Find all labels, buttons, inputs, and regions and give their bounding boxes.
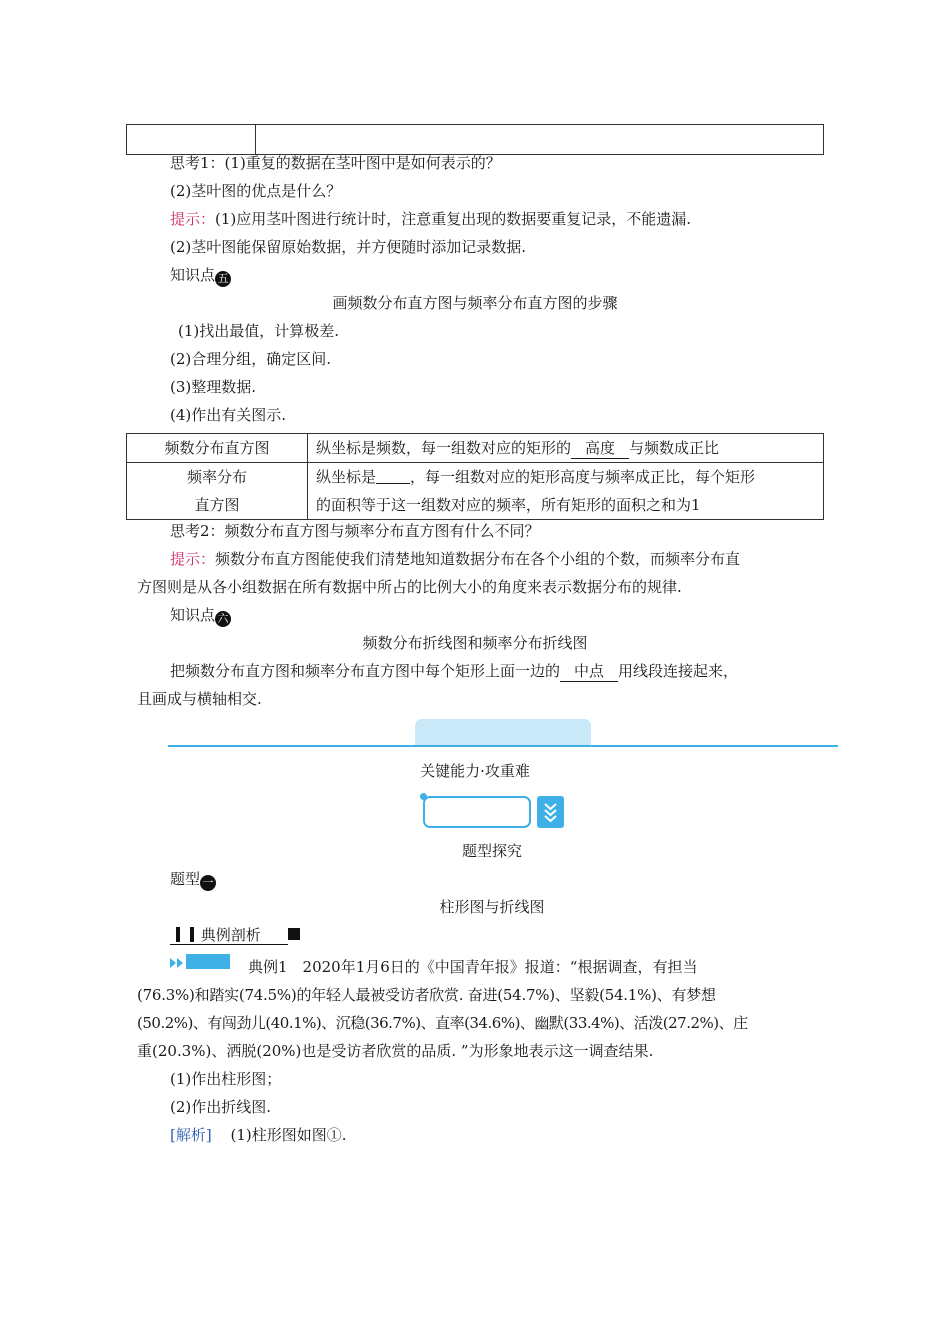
example1-line-4: 重(20.3%)、洒脱(20%)也是受访者欣赏的品质. ”为形象地表示这一调查结果. xyxy=(137,1042,654,1060)
analysis-tag-text: 典例剖析 xyxy=(200,926,261,944)
kp5-step-4: (4)作出有关图示. xyxy=(170,406,287,424)
kp6-p1-pre: 把频数分布直方图和频率分布直方图中每个矩形上面一边的 xyxy=(170,662,561,680)
kp6-number-icon: 六 xyxy=(215,611,231,627)
topic1-number-icon: 一 xyxy=(200,875,216,891)
hist-row1-post: 与频数成正比 xyxy=(629,439,720,457)
kp5-title: 画频数分布直方图与频率分布直方图的步骤 xyxy=(332,294,618,312)
hint-label: 提示： xyxy=(170,550,216,568)
think1-answer-2: (2)茎叶图能保留原始数据，并方便随时添加记录数据. xyxy=(170,238,527,256)
hist-row1-pre: 纵坐标是频数，每一组数对应的矩形的 xyxy=(316,439,572,457)
hist-row1-desc xyxy=(308,434,824,463)
kp5-step-1: (1)找出最值，计算极差. xyxy=(178,322,340,340)
think1-answer-1 xyxy=(170,208,691,230)
hist-row2-post: ，每一组数对应的矩形高度与频率成正比，每个矩形 xyxy=(410,468,756,486)
hist-row2-desc xyxy=(308,463,824,520)
kp6-paragraph-1 xyxy=(170,660,738,682)
hist-row2-name-b: 直方图 xyxy=(194,496,240,514)
fast-forward-icon xyxy=(170,955,184,967)
topic1-label xyxy=(170,868,216,891)
kp5-label-text: 知识点 xyxy=(170,266,216,284)
think2-answer-2: 方图则是从各小组数据在所有数据中所占的比例大小的角度来表示数据分布的规律. xyxy=(137,578,682,596)
section-tab-decoration xyxy=(415,719,591,746)
kp5-step-3: (3)整理数据. xyxy=(170,378,257,396)
hint-label: 提示： xyxy=(170,210,216,228)
top-table xyxy=(126,124,824,155)
analysis-tag-rule xyxy=(170,944,288,945)
hist-row1-fill: 高度 xyxy=(571,438,629,459)
analysis-bars-icon-2 xyxy=(190,927,194,942)
kp6-p1-post: 用线段连接起来， xyxy=(618,662,739,680)
example-badge xyxy=(186,954,230,969)
kp6-label xyxy=(170,604,231,627)
think1-question-1: 思考1：(1)重复的数据在茎叶图中是如何表示的？ xyxy=(170,154,501,172)
hist-row2-name xyxy=(127,463,308,520)
section-divider xyxy=(168,745,838,747)
section-heading: 关键能力·攻重难 xyxy=(420,762,530,780)
think1-question-2: (2)茎叶图的优点是什么？ xyxy=(170,182,342,200)
top-table-cell-2 xyxy=(256,125,824,155)
kp6-label-text: 知识点 xyxy=(170,606,216,624)
dot-icon xyxy=(420,793,427,800)
example1-line-3: (50.2%)、有闯劲儿(40.1%)、沉稳(36.7%)、直率(34.6%)、幽默(33.4%)、活泼(27.2%)、庄 xyxy=(137,1014,748,1032)
kp5-number-icon: 五 xyxy=(215,271,231,287)
hist-row2-pre: 纵坐标是 xyxy=(316,468,377,486)
hist-row2-line1 xyxy=(316,463,815,491)
example1-question-1: (1)作出柱形图； xyxy=(170,1070,282,1088)
think2-answer-1 xyxy=(170,548,740,570)
solution-text: (1)柱形图如图①. xyxy=(230,1126,347,1144)
topic1-title: 柱形图与折线图 xyxy=(439,898,545,916)
kp6-title: 频数分布折线图和频率分布折线图 xyxy=(362,634,588,652)
example1-line-2: (76.3%)和踏实(74.5%)的年轻人最被受访者欣赏. 奋进(54.7%)、坚毅(54.1%)、有梦想 xyxy=(137,986,716,1004)
analysis-bars-icon xyxy=(176,927,180,942)
think2-question: 思考2：频数分布直方图与频率分布直方图有什么不同？ xyxy=(170,522,540,540)
section-box-decoration xyxy=(423,796,531,828)
example1-question-2: (2)作出折线图. xyxy=(170,1098,272,1116)
example1-line-1: 典例1 2020年1月6日的《中国青年报》报道：“根据调查，有担当 xyxy=(248,958,698,976)
chevron-down-icon xyxy=(537,796,564,828)
hist-row2-blank xyxy=(376,465,410,484)
topic1-label-text: 题型 xyxy=(170,870,201,888)
square-icon xyxy=(288,928,300,940)
kp6-paragraph-2: 且画成与横轴相交. xyxy=(137,690,262,708)
think1-answer-1-text: (1)应用茎叶图进行统计时，注意重复出现的数据要重复记录，不能遗漏. xyxy=(215,210,692,228)
think2-answer-1-text: 频数分布直方图能使我们清楚地知道数据分布在各个小组的个数，而频率分布直 xyxy=(215,550,741,568)
hist-row2-line2: 的面积等于这一组数对应的频率，所有矩形的面积之和为1 xyxy=(316,496,701,514)
section-subheading: 题型探究 xyxy=(461,842,522,860)
kp6-p1-fill: 中点 xyxy=(560,661,618,682)
kp5-step-2: (2)合理分组，确定区间. xyxy=(170,350,332,368)
kp5-label xyxy=(170,264,231,287)
solution-label: [解析] xyxy=(170,1126,212,1144)
hist-row2-name-a: 频率分布 xyxy=(186,468,247,486)
hist-row1-name: 频数分布直方图 xyxy=(127,434,308,463)
histogram-table xyxy=(126,433,824,520)
example1-solution xyxy=(170,1124,347,1146)
analysis-tag xyxy=(170,924,300,946)
top-table-cell-1 xyxy=(127,125,256,155)
